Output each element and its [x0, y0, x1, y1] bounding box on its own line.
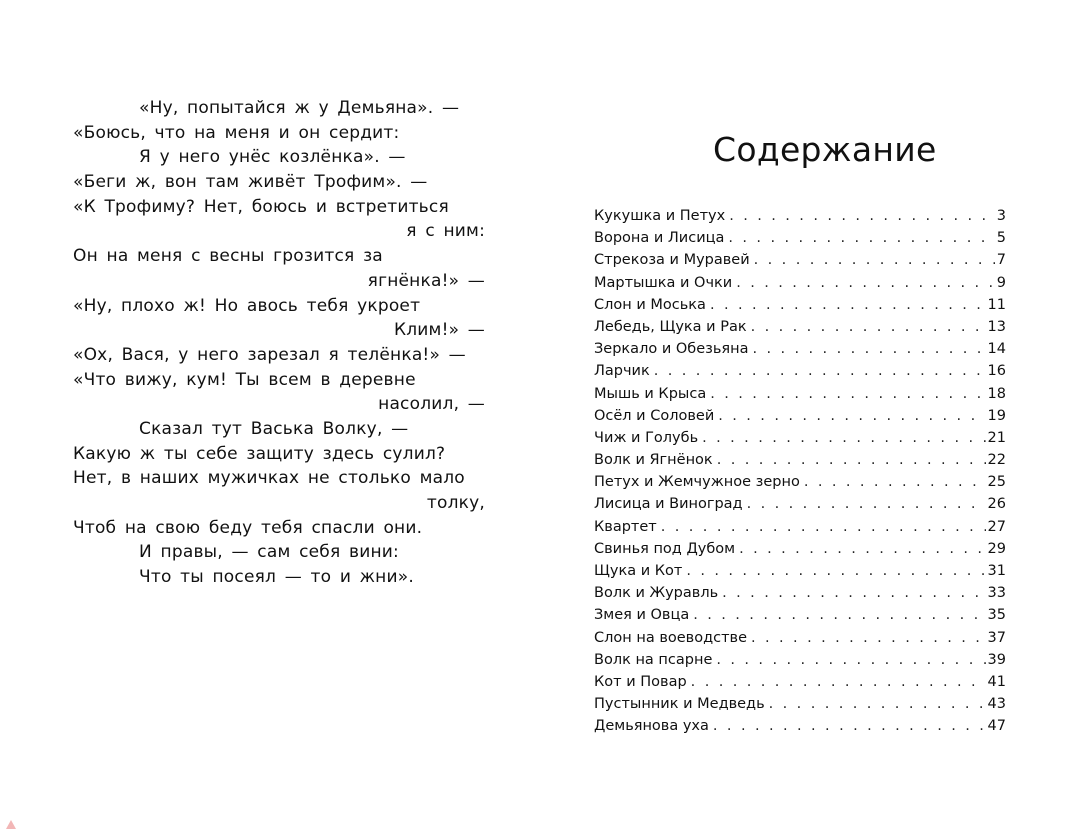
poem-line: «Беги ж, вон там живёт Трофим». —	[73, 172, 428, 193]
toc-entry-page: 41	[987, 673, 1006, 690]
poem-line: Чтоб на свою беду тебя спасли они.	[73, 517, 423, 538]
toc-entry-title: Пустынник и Медведь	[594, 696, 765, 713]
poem-line: я с ним:	[406, 221, 485, 242]
toc-entry-page: 29	[987, 540, 1006, 557]
toc-leader-dots	[752, 338, 985, 360]
poem-line: «Ну, попытайся ж у Демьяна». —	[139, 98, 460, 118]
toc-entry-page: 39	[987, 651, 1006, 668]
toc-leader-dots	[686, 560, 985, 582]
toc-leader-dots	[751, 627, 986, 649]
toc-entry-page: 47	[987, 718, 1006, 735]
toc-entry-page: 14	[987, 341, 1006, 358]
toc-leader-dots	[693, 604, 985, 626]
toc-entry-page: 3	[996, 208, 1006, 224]
toc-entry-page: 37	[987, 629, 1006, 646]
toc-leader-dots	[804, 471, 986, 493]
toc-entry-page: 26	[987, 496, 1006, 513]
toc-entry-title: Лисица и Виноград	[594, 496, 743, 513]
toc-entry[interactable]	[594, 227, 1006, 249]
toc-leader-dots	[751, 316, 986, 338]
poem-line: Что ты посеял — то и жни».	[139, 567, 414, 588]
poem-line: И правы, — сам себя вини:	[139, 542, 399, 563]
toc-leader-dots	[702, 427, 985, 449]
toc-entry-page: 16	[987, 363, 1006, 380]
toc-entry-title: Слон на воеводстве	[594, 629, 747, 646]
poem-line: Сказал тут Васька Волку, —	[139, 418, 409, 439]
toc-leader-dots	[710, 383, 985, 405]
toc-entry[interactable]	[594, 272, 1006, 294]
toc-entry-page: 31	[987, 563, 1006, 579]
toc-entry-page: 19	[987, 407, 1006, 424]
toc-entry[interactable]	[594, 383, 1006, 405]
toc-entry-title: Кот и Повар	[594, 673, 687, 690]
toc-entry[interactable]	[594, 538, 1006, 560]
toc-entry-page: 25	[987, 474, 1006, 491]
corner-marker-icon	[6, 820, 16, 829]
toc-entry-title: Волк на псарне	[594, 651, 713, 668]
toc-heading: Содержание	[713, 130, 937, 169]
toc-entry-title: Мышь и Крыса	[594, 385, 707, 402]
toc-entry[interactable]	[594, 582, 1006, 604]
toc-entry-page: 33	[987, 585, 1006, 602]
toc-entry-title: Кукушка и Петух	[594, 208, 726, 224]
toc-entry-title: Чиж и Голубь	[594, 429, 699, 446]
poem-line: «Что вижу, кум! Ты всем в деревне	[73, 369, 416, 390]
toc-leader-dots	[710, 294, 986, 316]
toc-entry-title: Лебедь, Щука и Рак	[594, 318, 747, 335]
toc-entry-title: Волк и Журавль	[594, 585, 719, 602]
toc-leader-dots	[691, 671, 986, 693]
table-of-contents	[594, 205, 1006, 738]
toc-entry-title: Ларчик	[594, 363, 650, 380]
toc-entry-page: 13	[987, 318, 1006, 335]
poem-line: «К Трофиму? Нет, боюсь и встретиться	[73, 196, 449, 217]
poem-line: «Ох, Вася, у него зарезал я телёнка!» —	[73, 344, 466, 365]
toc-entry-page: 43	[987, 696, 1006, 713]
poem-line: Нет, в наших мужичках не столько мало	[73, 468, 465, 489]
toc-entry-page: 22	[987, 452, 1006, 469]
toc-leader-dots	[718, 405, 985, 427]
poem-line: «Ну, плохо ж! Но авось тебя укроет	[73, 295, 421, 316]
toc-entry[interactable]	[594, 316, 1006, 338]
toc-entry-title: Слон и Моська	[594, 296, 706, 313]
toc-entry-page: 7	[996, 252, 1006, 269]
toc-entry-title: Петух и Жемчужное зерно	[594, 474, 800, 491]
toc-entry-title: Квартет	[594, 518, 657, 535]
poem-line: «Боюсь, что на меня и он сердит:	[73, 122, 400, 143]
toc-leader-dots	[739, 538, 985, 560]
toc-entry[interactable]	[594, 471, 1006, 493]
toc-entry[interactable]	[594, 338, 1006, 360]
toc-entry-title: Свинья под Дубом	[594, 540, 736, 557]
toc-leader-dots	[717, 449, 986, 471]
toc-entry-title: Стрекоза и Муравей	[594, 252, 750, 269]
toc-entry-page: 18	[987, 385, 1006, 402]
toc-entry-title: Ворона и Лисица	[594, 230, 725, 247]
toc-entry-page: 35	[987, 607, 1006, 624]
toc-entry-page: 11	[987, 296, 1006, 313]
toc-leader-dots	[713, 715, 986, 737]
toc-entry[interactable]	[594, 493, 1006, 515]
toc-entry-title: Волк и Ягнёнок	[594, 452, 713, 469]
toc-entry-title: Осёл и Соловей	[594, 407, 715, 424]
toc-entry[interactable]	[594, 671, 1006, 693]
right-page	[540, 0, 1080, 831]
poem-line: Клим!» —	[393, 320, 485, 341]
toc-entry[interactable]	[594, 294, 1006, 316]
poem-line: толку,	[426, 493, 485, 513]
toc-entry[interactable]	[594, 715, 1006, 737]
toc-entry[interactable]	[594, 205, 1006, 227]
toc-leader-dots	[736, 272, 995, 294]
toc-entry[interactable]	[594, 693, 1006, 715]
poem-text	[73, 96, 485, 590]
toc-entry-page: 27	[987, 518, 1006, 535]
toc-entry[interactable]	[594, 449, 1006, 471]
toc-entry-page: 5	[996, 230, 1006, 247]
toc-leader-dots	[661, 516, 986, 538]
toc-leader-dots	[729, 205, 995, 227]
toc-entry[interactable]	[594, 405, 1006, 427]
poem-line: Он на меня с весны грозится за	[73, 246, 383, 267]
toc-entry-title: Демьянова уха	[594, 718, 709, 735]
toc-entry-title: Змея и Овца	[594, 607, 690, 624]
toc-leader-dots	[722, 582, 985, 604]
toc-entry[interactable]	[594, 560, 1006, 582]
toc-entry[interactable]	[594, 649, 1006, 671]
toc-entry-title: Зеркало и Обезьяна	[594, 341, 749, 358]
toc-leader-dots	[654, 360, 986, 382]
toc-entry[interactable]	[594, 516, 1006, 538]
toc-entry[interactable]	[594, 427, 1006, 449]
toc-entry[interactable]	[594, 604, 1006, 626]
toc-entry[interactable]	[594, 360, 1006, 382]
toc-leader-dots	[754, 249, 995, 271]
poem-line: ягнёнка!» —	[367, 270, 485, 291]
toc-entry-page: 21	[987, 429, 1006, 446]
toc-leader-dots	[747, 493, 986, 515]
poem-line: Какую ж ты себе защиту здесь сулил?	[73, 443, 446, 464]
toc-entry[interactable]	[594, 627, 1006, 649]
toc-leader-dots	[769, 693, 986, 715]
toc-leader-dots	[716, 649, 985, 671]
toc-entry[interactable]	[594, 249, 1006, 271]
toc-leader-dots	[728, 227, 994, 249]
poem-line: насолил, —	[378, 394, 485, 415]
toc-entry-page: 9	[996, 274, 1006, 291]
toc-entry-title: Щука и Кот	[594, 563, 683, 579]
poem-line: Я у него унёс козлёнка». —	[139, 147, 406, 168]
toc-entry-title: Мартышка и Очки	[594, 274, 733, 291]
